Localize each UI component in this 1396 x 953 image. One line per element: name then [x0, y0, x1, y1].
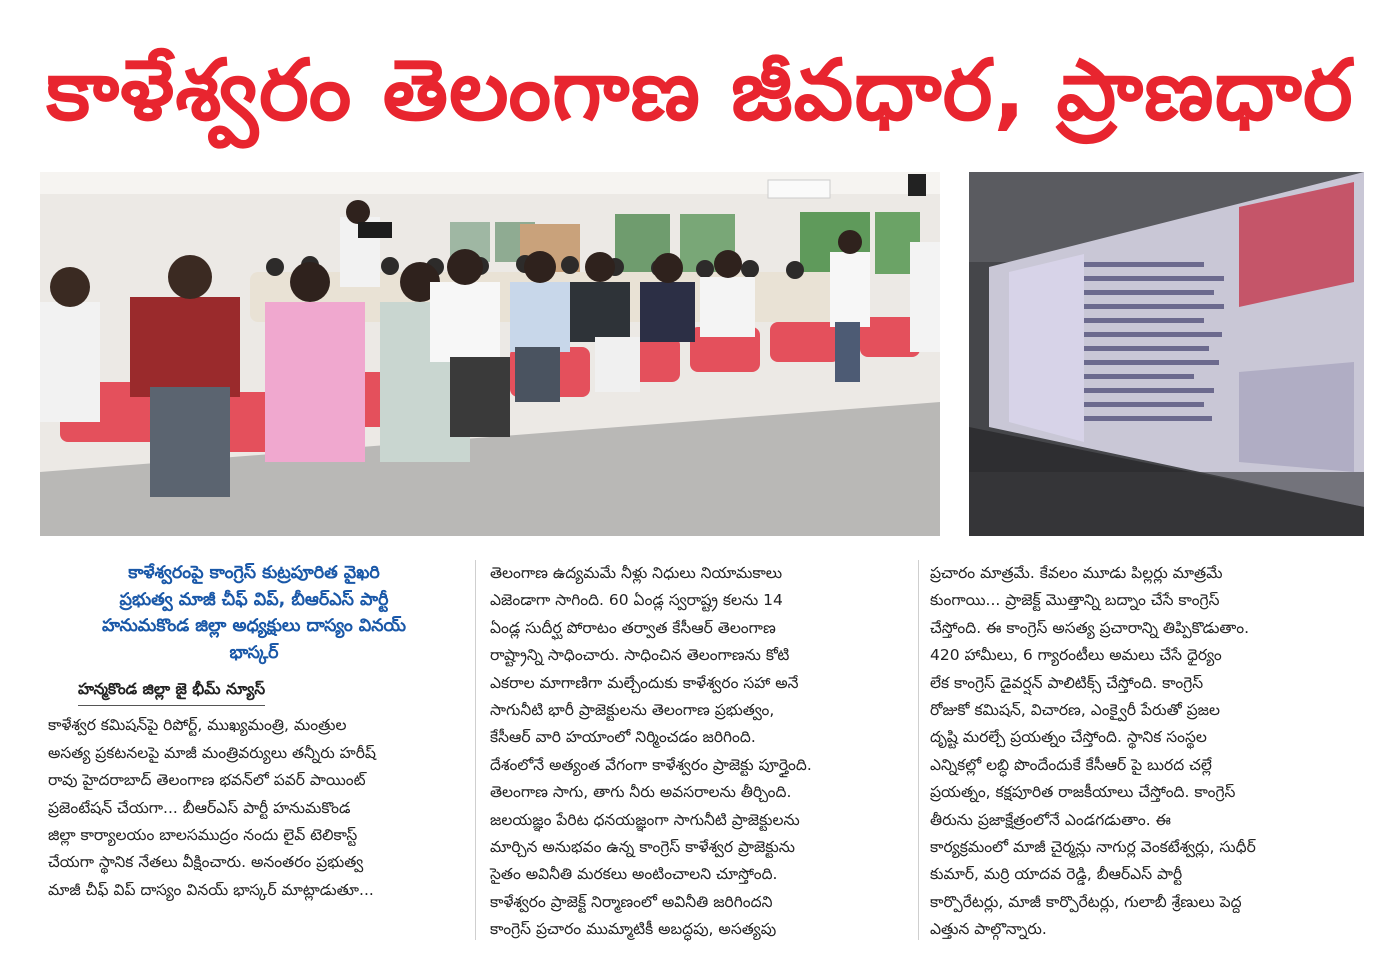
- body-line: కార్యక్రమంలో మాజీ చైర్మన్లు నాగుర్ల వెంకటేశ్వర్లు, సుధీర్: [930, 838, 1256, 857]
- body-line: చేస్తోంది. ఈ కాంగ్రెస్ అసత్య ప్రచారాన్ని తిప్పికొడుతాం.: [930, 618, 1249, 637]
- body-line: ఎత్తున పాల్గొన్నారు.: [930, 920, 1047, 939]
- body-line: కుంగాయి... ప్రాజెక్ట్ మొత్తాన్ని బద్నాం చేసే కాంగ్రెస్: [930, 591, 1220, 610]
- body-line: తెలంగాణ సాగు, తాగు నీరు అవసరాలను తీర్చింది.: [490, 783, 792, 802]
- body-line: ఎన్నికల్లో లబ్ధి పొందేందుకే కేసీఆర్ పై బురద చల్లే: [930, 755, 1212, 774]
- body-line: కుమార్, మర్రి యాదవ రెడ్డి, బీఆర్ఎస్ పార్టీ: [930, 865, 1183, 884]
- subheadline-line: హనుమకొండ జిల్లా అధ్యక్షులు దాస్యం వినయ్: [101, 616, 407, 636]
- column-divider: [475, 560, 476, 940]
- body-line: లేక కాంగ్రెస్ డైవర్షన్ పాలిటిక్స్ చేస్తోంది. కాంగ్రెస్: [930, 673, 1204, 692]
- subheadline-line: భాస్కర్: [229, 642, 279, 663]
- body-line: జిల్లా కార్యాలయం బాలసముద్రం నందు లైవ్ టెలికాస్ట్: [48, 826, 358, 845]
- article-column-3: [930, 560, 1350, 944]
- body-line: కేసీఆర్ వారి హయాంలో నిర్మించడం జరిగింది.: [490, 728, 756, 747]
- body-line: రోజుకో కమిషన్, విచారణ, ఎంక్వైరీ పేరుతో ప్రజల: [930, 701, 1220, 720]
- body-line: ప్రచారం మాత్రమే. కేవలం మూడు పిల్లర్లు మాత్రమే: [930, 564, 1223, 582]
- body-line: ప్రజెంటేషన్ చేయగా... బీఆర్ఎస్ పార్టీ హనుమకొండ: [48, 798, 351, 817]
- body-line: సాగునీటి భారీ ప్రాజెక్టులను తెలంగాణ ప్రభుత్వం,: [490, 701, 775, 720]
- body-line: కాళేశ్వరం ప్రాజెక్ట్ నిర్మాణంలో అవినీతి జరిగిందని: [490, 892, 773, 911]
- body-line: దేశంలోనే అత్యంత వేగంగా కాళేశ్వరం ప్రాజెక్టు పూర్తైంది.: [490, 755, 812, 774]
- body-line: 420 హామీలు, 6 గ్యారంటీలు అమలు చేసే ధైర్యం: [930, 646, 1222, 665]
- column-divider: [918, 560, 919, 940]
- presentation-screen-photo: [969, 172, 1364, 536]
- body-line: తీరును ప్రజాక్షేత్రంలోనే ఎండగడుతాం. ఈ: [930, 810, 1171, 829]
- subheadline-line: ప్రభుత్వ మాజీ చీఫ్ విప్, బీఆర్ఎస్ పార్టీ: [119, 589, 389, 610]
- headline: కాళేశ్వరం తెలంగాణ జీవధార, ప్రాణధార: [46, 41, 1354, 139]
- article-column-2: [490, 560, 908, 944]
- byline: హన్మకొండ జిల్లా జై భీమ్ న్యూస్: [78, 676, 265, 706]
- body-line: రావు హైదరాబాద్ తెలంగాణ భవన్‌లో పవర్ పాయింట్: [48, 771, 366, 790]
- body-line: ప్రయత్నం, కక్షపూరిత రాజకీయాలు చేస్తోంది. కాంగ్రెస్: [930, 783, 1236, 802]
- body-line: ఎజెండాగా సాగింది. 60 ఏండ్ల స్వరాష్ట్ర కలను 14: [490, 591, 783, 610]
- body-line: కార్పొరేటర్లు, మాజీ కార్పొరేటర్లు, గులాబీ శ్రేణులు పెద్ద: [930, 892, 1242, 911]
- body-line: కాంగ్రెస్ ప్రచారం ముమ్మాటికీ అబద్ధపు, అసత్యపు: [490, 920, 777, 939]
- body-line: ఎకరాల మాగాణిగా మల్చేందుకు కాళేశ్వరం సహా అనే: [490, 673, 799, 692]
- body-line: తెలంగాణ ఉద్యమమే నీళ్లు నిధులు నియామకాలు: [490, 564, 783, 582]
- subheadline: [48, 560, 460, 666]
- presentation-screen-illustration: [969, 172, 1364, 536]
- body-line: సైతం అవినీతి మరకలు అంటించాలని చూస్తోంది.: [490, 865, 778, 884]
- meeting-hall-illustration: [40, 172, 940, 536]
- body-line: కాళేశ్వర కమిషన్‌పై రిపోర్ట్, ముఖ్యమంత్రి, మంత్రుల: [48, 716, 347, 735]
- body-line: చేయగా స్థానిక నేతలు వీక్షించారు. అనంతరం ప్రభుత్వ: [48, 853, 364, 872]
- body-line: రాష్ట్రాన్ని సాధించారు. సాధించిన తెలంగాణను కోటి: [490, 646, 790, 665]
- body-line: మార్చిన అనుభవం ఉన్న కాంగ్రెస్ కాళేశ్వర ప్రాజెక్టును: [490, 838, 796, 857]
- body-line: మాజీ చీఫ్ విప్ దాస్యం వినయ్ భాస్కర్ మాట్లాడుతూ...: [48, 880, 374, 899]
- meeting-hall-photo: [40, 172, 940, 536]
- body-line: అసత్య ప్రకటనలపై మాజీ మంత్రివర్యులు తన్నీరు హరీష్: [48, 743, 376, 762]
- body-line: దృష్టి మరల్చే ప్రయత్నం చేస్తోంది. స్థానిక సంస్థల: [930, 728, 1207, 747]
- subheadline-line: కాళేశ్వరంపై కాంగ్రెస్ కుట్రపూరిత వైఖరి: [128, 563, 380, 583]
- body-line: జలయజ్ఞం పేరిట ధనయజ్ఞంగా సాగునీటి ప్రాజెక్టులను: [490, 810, 800, 829]
- body-line: ఏండ్ల సుదీర్ఘ పోరాటం తర్వాత కేసీఆర్ తెలంగాణ: [490, 618, 776, 637]
- article-column-1: [48, 560, 460, 904]
